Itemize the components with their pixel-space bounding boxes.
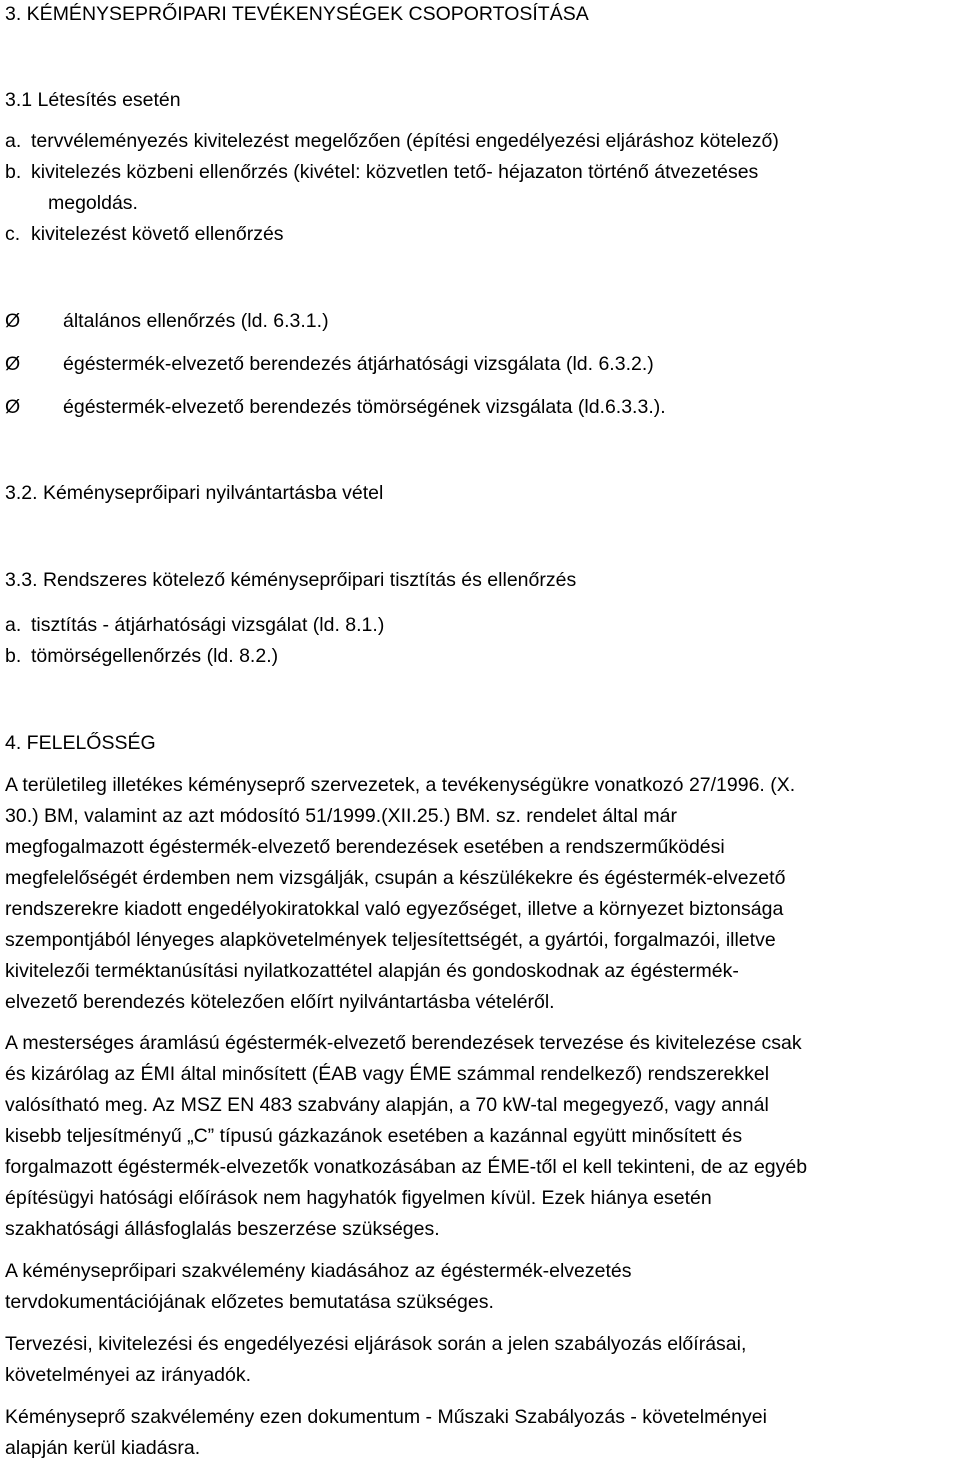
paragraph-line: 30.) BM, valamint az azt módosító 51/1999.(XII.25.) BM. sz. rendelet által már — [5, 805, 677, 827]
paragraph-line: elvezető berendezés kötelezően előírt nyilvántartásba vételéről. — [5, 991, 555, 1013]
section-4-title: 4. FELELŐSSÉG — [5, 732, 156, 754]
list-marker: c. — [5, 223, 21, 245]
bullet-icon: Ø — [5, 353, 21, 375]
paragraph-line: követelményei az irányadók. — [5, 1364, 252, 1386]
paragraph-line: Tervezési, kivitelezési és engedélyezési eljárások során a jelen szabályozás előírásai, — [5, 1333, 747, 1355]
list-marker: b. — [5, 161, 22, 183]
list-marker: a. — [5, 130, 22, 152]
paragraph-line: A területileg illetékes kéményseprő szervezetek, a tevékenységükre vonatkozó 27/1996. (X. — [5, 774, 796, 796]
paragraph-line: valósítható meg. Az MSZ EN 483 szabvány alapján, a 70 kW-tal megegyező, vagy annál — [5, 1094, 769, 1116]
paragraph-line: forgalmazott égéstermék-elvezetők vonatkozásában az ÉME-től el kell tekinteni, de az egyéb — [5, 1156, 808, 1178]
list-marker: b. — [5, 645, 22, 667]
paragraph-line: megfelelőségét érdemben nem vizsgálják, csupán a készülékekre és égéstermék-elvezető — [5, 867, 786, 889]
paragraph-line: kivitelezői terméktanúsítási nyilatkozattétel alapján és gondoskodnak az égéstermék- — [5, 960, 739, 982]
section-3-1-heading: 3.1 Létesítés esetén — [5, 89, 181, 111]
section-3-2-heading: 3.2. Kéményseprőipari nyilvántartásba vétel — [5, 482, 384, 504]
paragraph-line: alapján kerül kiadásra. — [5, 1437, 201, 1459]
bullet-icon: Ø — [5, 310, 21, 332]
bullet-text: általános ellenőrzés (ld. 6.3.1.) — [63, 310, 329, 332]
paragraph-line: rendszerekre kiadott engedélyokiratokkal való egyezőséget, illetve a környezet biztonsága — [5, 898, 784, 920]
paragraph-line: szempontjából lényeges alapkövetelmények teljesítettségét, a gyártói, forgalmazói, illetve — [5, 929, 776, 951]
list-item-text: kivitelezést követő ellenőrzés — [31, 223, 284, 245]
paragraph-line: A kéményseprőipari szakvélemény kiadásához az égéstermék-elvezetés — [5, 1260, 632, 1282]
list-item-text: tömörségellenőrzés (ld. 8.2.) — [31, 645, 279, 667]
paragraph-line: és kizárólag az ÉMI által minősített (ÉAB vagy ÉME számmal rendelkező) rendszerekkel — [5, 1063, 770, 1085]
list-marker: a. — [5, 614, 22, 636]
list-item-text: tervvéleményezés kivitelezést megelőzően (építési engedélyezési eljáráshoz kötelező) — [31, 130, 779, 152]
section-3-3-heading: 3.3. Rendszeres kötelező kéményseprőipari tisztítás és ellenőrzés — [5, 569, 577, 591]
paragraph-line: építésügyi hatósági előírások nem hagyhatók figyelmen kívül. Ezek hiánya esetén — [5, 1187, 712, 1209]
bullet-text: égéstermék-elvezető berendezés átjárhatósági vizsgálata (ld. 6.3.2.) — [63, 353, 654, 375]
paragraph-line: megfogalmazott égéstermék-elvezető berendezések esetében a rendszerműködési — [5, 836, 725, 858]
paragraph-line: tervdokumentációjának előzetes bemutatása szükséges. — [5, 1291, 494, 1313]
list-item-continuation: megoldás. — [48, 192, 138, 214]
list-item-text: kivitelezés közbeni ellenőrzés (kivétel: közvetlen tető- héjazaton történő átvezetéses — [31, 161, 759, 183]
bullet-text: égéstermék-elvezető berendezés tömörségének vizsgálata (ld.6.3.3.). — [63, 396, 666, 418]
paragraph-line: kisebb teljesítményű „C” típusú gázkazánok esetében a kazánnal együtt minősített és — [5, 1125, 743, 1147]
section-3-title: 3. KÉMÉNYSEPRŐIPARI TEVÉKENYSÉGEK CSOPORTOSÍTÁSA — [5, 3, 589, 25]
paragraph-line: szakhatósági állásfoglalás beszerzése szükséges. — [5, 1218, 440, 1240]
paragraph-line: Kéményseprő szakvélemény ezen dokumentum - Műszaki Szabályozás - követelményei — [5, 1406, 767, 1428]
bullet-icon: Ø — [5, 396, 21, 418]
list-item-text: tisztítás - átjárhatósági vizsgálat (ld. 8.1.) — [31, 614, 385, 636]
paragraph-line: A mesterséges áramlású égéstermék-elvezető berendezések tervezése és kivitelezése csak — [5, 1032, 802, 1054]
